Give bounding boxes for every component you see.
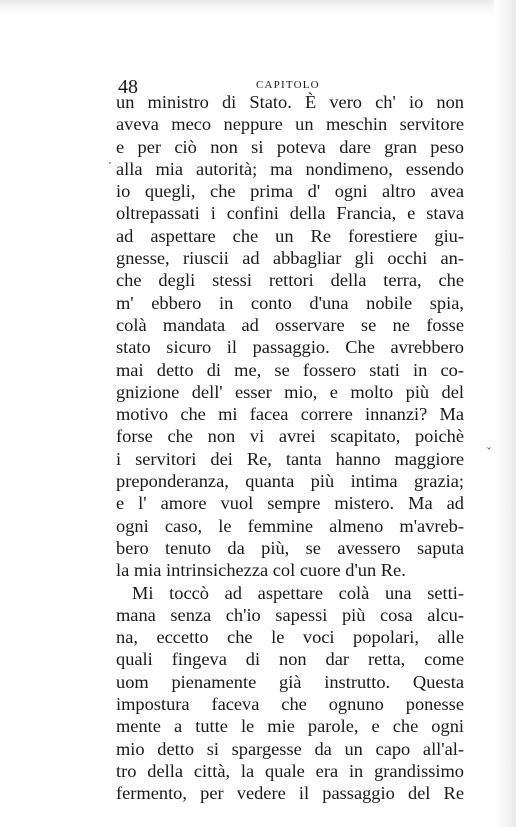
text-line: gnizione dell' esser mio, e molto più del bbox=[116, 381, 464, 402]
text-line: gnesse, riuscii ad abbagliar gli occhi an- bbox=[116, 248, 464, 269]
text-line: e l' amore vuol sempre mistero. Ma ad bbox=[116, 493, 464, 514]
page-top-edge bbox=[0, 0, 516, 14]
text-line: ogni caso, le femmine almeno m'avreb- bbox=[116, 515, 464, 536]
text-line: stato sicuro il passaggio. Che avrebbero bbox=[116, 337, 464, 358]
text-line: forse che non vi avrei scapitato, poichè bbox=[116, 426, 464, 447]
text-line: uom pienamente già instrutto. Questa bbox=[116, 671, 464, 692]
text-line: ad aspettare che un Re forestiere giu- bbox=[116, 225, 464, 246]
text-line: mana senza ch'io sapessi più cosa alcu- bbox=[116, 604, 464, 625]
text-line: preponderanza, quanta più intima grazia; bbox=[116, 471, 464, 492]
text-line: un ministro di Stato. È vero ch' io non bbox=[116, 92, 464, 112]
text-line: io quegli, che prima d' ogni altro avea bbox=[116, 181, 464, 202]
margin-tick-mark: ˇ bbox=[486, 446, 492, 460]
text-line: aveva meco neppure un meschin servitore bbox=[116, 114, 464, 135]
paragraph-first-line: Mi toccò ad aspettare colà una setti- bbox=[132, 582, 464, 603]
page-number: 48 bbox=[118, 76, 138, 98]
text-line: oltrepassati i confini della Francia, e stava bbox=[116, 203, 464, 224]
text-line: mai detto di me, se fossero stati in co- bbox=[116, 359, 464, 380]
paragraph-last-line: la mia intrinsichezza col cuore d'un Re. bbox=[116, 560, 406, 581]
text-line: fermento, per vedere il passaggio del Re bbox=[116, 783, 464, 804]
text-line: mio detto si spargesse da un capo all'al- bbox=[116, 738, 464, 759]
text-line: bero tenuto da più, se avessero saputa bbox=[116, 537, 464, 558]
margin-dot-mark: · bbox=[108, 156, 112, 170]
text-line: i servitori dei Re, tanta hanno maggiore bbox=[116, 448, 464, 469]
running-head: CAPITOLO bbox=[256, 79, 320, 91]
page-right-edge bbox=[494, 0, 516, 827]
text-line: colà mandata ad osservare se ne fosse bbox=[116, 314, 464, 335]
text-line: e per ciò non si poteva dare gran peso bbox=[116, 136, 464, 157]
text-line: alla mia autorità; ma nondimeno, essendo bbox=[116, 158, 464, 179]
text-line: mente a tutte le mie parole, e che ogni bbox=[116, 716, 464, 737]
text-line: motivo che mi facea correre innanzi? Ma bbox=[116, 404, 464, 425]
text-line: che degli stessi rettori della terra, che bbox=[116, 270, 464, 291]
text-line: quali fingeva di non dar retta, come bbox=[116, 649, 464, 670]
body-text bbox=[116, 91, 464, 805]
text-line: tro della città, la quale era in grandissimo bbox=[116, 760, 464, 781]
text-line: m' ebbero in conto d'una nobile spia, bbox=[116, 292, 464, 313]
text-line: impostura faceva che ognuno ponesse bbox=[116, 694, 464, 715]
text-line: na, eccetto che le voci popolari, alle bbox=[116, 627, 464, 648]
